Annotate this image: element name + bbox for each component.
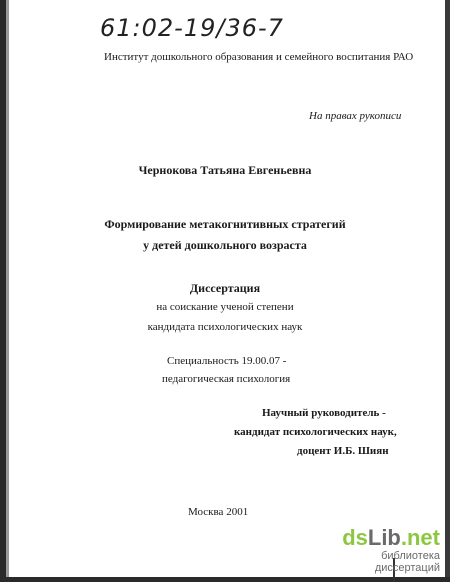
dslib-subtitle: библиотека диссертаций <box>374 550 440 574</box>
degree-line-1: на соискание ученой степени <box>156 301 294 313</box>
specialty-line-2: педагогическая психология <box>162 373 291 385</box>
supervisor-line-3: доцент И.Б. Шиян <box>297 445 389 457</box>
manuscript-rights: На правах рукописи <box>309 110 402 122</box>
title-line-1: Формирование метакогнитивных стратегий <box>104 217 346 231</box>
institute-name: Институт дошкольного образования и семейного воспитания РАО <box>104 51 414 63</box>
scan-bottom-edge <box>0 577 450 582</box>
degree-line-2: кандидата психологических наук <box>147 321 303 333</box>
specialty-line-1: Специальность 19.00.07 - <box>167 355 287 367</box>
handwritten-stamp: 61:02-19/36-7 <box>100 14 284 42</box>
title-line-2: у детей дошкольного возраста <box>143 238 307 252</box>
author-name: Чернокова Татьяна Евгеньевна <box>138 163 312 177</box>
city-year: Москва 2001 <box>188 506 249 518</box>
doc-type: Диссертация <box>189 281 261 295</box>
supervisor-line-1: Научный руководитель - <box>262 407 386 419</box>
supervisor-line-2: кандидат психологических наук, <box>234 426 397 438</box>
dslib-watermark[interactable] <box>316 526 440 574</box>
dslib-logo: dsLib.net <box>342 525 440 550</box>
